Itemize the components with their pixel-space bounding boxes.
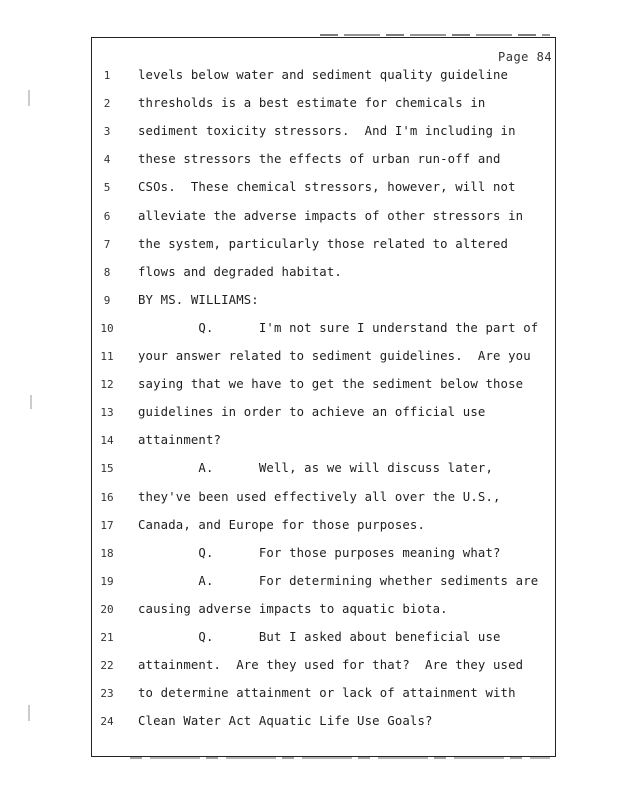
line-number: 14: [100, 434, 114, 447]
transcript-line: flows and degraded habitat.: [138, 265, 342, 279]
top-rule-divider: [320, 34, 550, 36]
transcript-line: guidelines in order to achieve an official use: [138, 405, 486, 419]
line-number: 17: [100, 519, 114, 532]
transcript-line: levels below water and sediment quality guideline: [138, 68, 509, 82]
transcript-line: Clean Water Act Aquatic Life Use Goals?: [138, 714, 433, 728]
transcript-line: Q. For those purposes meaning what?: [138, 546, 501, 560]
margin-mark: [28, 90, 30, 106]
transcript-line: Q. I'm not sure I understand the part of: [138, 321, 539, 335]
line-number: 11: [100, 350, 114, 363]
line-number: 13: [100, 406, 114, 419]
line-number: 15: [100, 462, 114, 475]
line-number: 24: [100, 715, 114, 728]
transcript-line: the system, particularly those related to altered: [138, 237, 509, 251]
line-number: 19: [100, 575, 114, 588]
page-number: Page 84: [498, 50, 553, 64]
transcript-line: to determine attainment or lack of attainment with: [138, 686, 516, 700]
transcript-page-frame: [91, 37, 556, 757]
line-number: 6: [103, 210, 111, 223]
line-number: 23: [100, 687, 114, 700]
transcript-line: thresholds is a best estimate for chemicals in: [138, 96, 486, 110]
line-number: 7: [103, 238, 111, 251]
transcript-line: A. Well, as we will discuss later,: [138, 461, 494, 475]
transcript-line: attainment?: [138, 433, 222, 447]
line-number: 1: [103, 69, 111, 82]
bottom-rule-divider: [130, 757, 550, 759]
line-number: 21: [100, 631, 114, 644]
line-number: 2: [103, 97, 111, 110]
transcript-line: BY MS. WILLIAMS:: [138, 293, 259, 307]
margin-mark: [30, 395, 32, 409]
transcript-line: A. For determining whether sediments are: [138, 574, 539, 588]
line-number: 16: [100, 491, 114, 504]
transcript-line: sediment toxicity stressors. And I'm including in: [138, 124, 516, 138]
transcript-line: they've been used effectively all over the U.S.,: [138, 490, 501, 504]
line-number: 22: [100, 659, 114, 672]
transcript-line: causing adverse impacts to aquatic biota.: [138, 602, 448, 616]
line-number: 5: [103, 181, 111, 194]
line-number: 12: [100, 378, 114, 391]
transcript-line: attainment. Are they used for that? Are they used: [138, 658, 524, 672]
line-number: 18: [100, 547, 114, 560]
line-number: 20: [100, 603, 114, 616]
transcript-line: your answer related to sediment guidelines. Are you: [138, 349, 531, 363]
transcript-line: Canada, and Europe for those purposes.: [138, 518, 426, 532]
transcript-line: saying that we have to get the sediment below those: [138, 377, 524, 391]
transcript-line: CSOs. These chemical stressors, however, will not: [138, 180, 516, 194]
line-number: 10: [100, 322, 114, 335]
transcript-line: Q. But I asked about beneficial use: [138, 630, 501, 644]
transcript-line: these stressors the effects of urban run-off and: [138, 152, 501, 166]
line-number: 3: [103, 125, 111, 138]
line-number: 8: [103, 266, 111, 279]
line-number: 4: [103, 153, 111, 166]
margin-mark: [28, 705, 30, 721]
line-number: 9: [103, 294, 111, 307]
transcript-line: alleviate the adverse impacts of other stressors in: [138, 209, 524, 223]
